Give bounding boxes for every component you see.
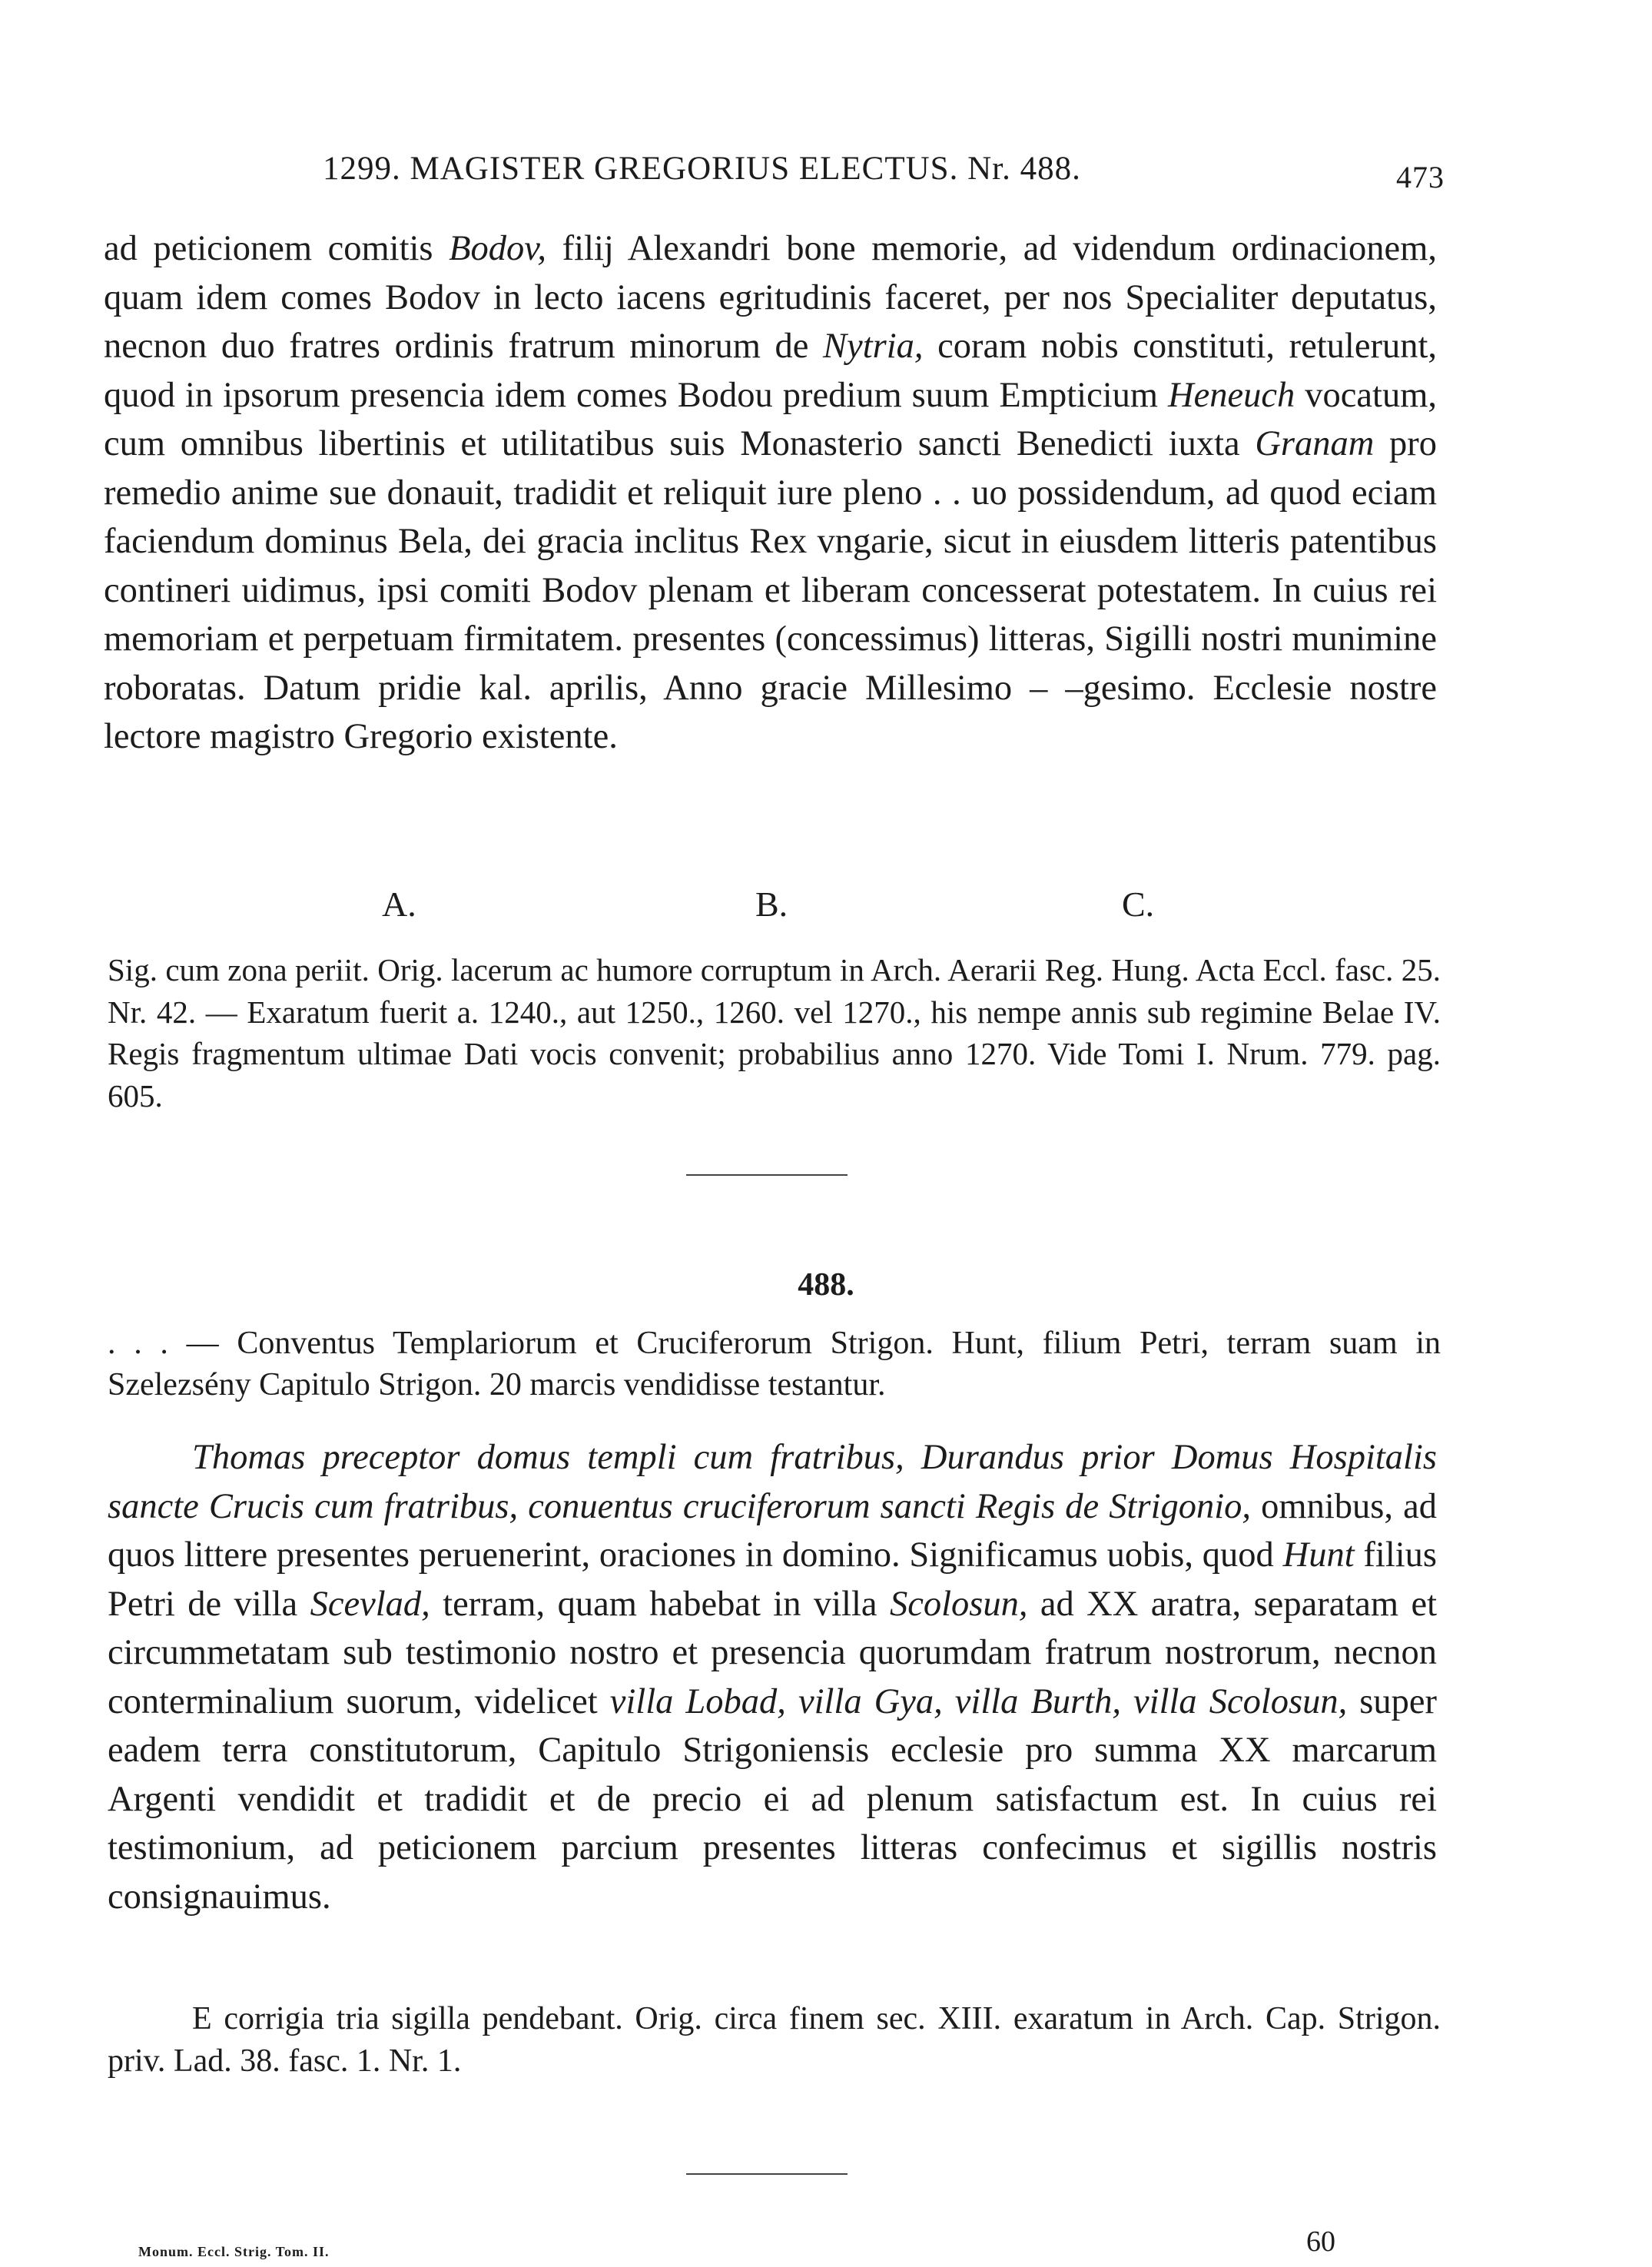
section-divider — [686, 1174, 848, 1176]
italic-names: Thomas preceptor domus templi cum fratribus, Durandus prior Domus Hospitalis sancte Crucis cum fratribus, conuentus cruciferorum sancti Regis de Strigonio, — [108, 1438, 1437, 1526]
text-run: pro remedio anime sue donauit, tradidit et reliquit iure pleno . . uo possidendum, ad quod eciam faciendum dominus Bela, dei gracia inclitus Rex vngarie, sicut in eiusdem litteris patentibus contineri uidimus, ipsi comiti Bodov plenam et liberam concesserat potestatem. In cuius rei memoriam et perpetuam firmitatem. presentes (concessimus) litteras, Sigilli nostri munimine roboratas. Datum pridie kal. aprilis, Anno gracie Millesimo – –gesimo. Ecclesie nostre lectore magistro Gregorio existente. — [104, 424, 1437, 756]
italic-name: Bodov, — [449, 229, 547, 268]
italic-name: Nytria, — [823, 327, 924, 366]
italic-name: Scolosun, — [889, 1584, 1028, 1624]
text-run: super eadem terra constitutorum, Capitulo Strigoniensis ecclesie pro summa XX marcarum Argenti vendidit et tradidit et de precio ei ad plenum satisfactum est. In cuius rei testimonium, ad peticionem parcium presentes litteras confecimus et sigillis nostris consignauimus. — [108, 1681, 1437, 1917]
text-run: vocatum, cum omnibus libertinis et utilitatibus suis Monasterio sancti Benedicti iuxta — [104, 375, 1437, 463]
document-summary: . . . — Conventus Templariorum et Cruciferorum Strigon. Hunt, filium Petri, terram suam in Szelezsény Capitulo Strigon. 20 marcis vendidisse testantur. — [108, 1326, 1441, 1402]
running-title: 1299. MAGISTER GREGORIUS ELECTUS. Nr. 488. — [323, 151, 1081, 187]
chirograph-c: C. — [1122, 885, 1155, 924]
document-487-text — [104, 224, 1437, 762]
sheet-signature: Monum. Eccl. Strig. Tom. II. — [138, 2244, 330, 2259]
editorial-note-488: E corrigia tria sigilla pendebant. Orig. circa finem sec. XIII. exaratum in Arch. Cap. Strigon. priv. Lad. 38. fasc. 1. Nr. 1. — [108, 2001, 1441, 2079]
chirograph-b: B. — [755, 885, 788, 924]
text-run: coram nobis constituti, retulerunt, quod in ipsorum presencia idem comes Bodou predium suum Empticium — [104, 327, 1437, 415]
text-run: filius Petri de villa — [108, 1535, 1438, 1624]
chirograph-a: A. — [382, 885, 416, 924]
italic-name: Heneuch — [1168, 375, 1295, 415]
editorial-note-487: Sig. cum zona periit. Orig. lacerum ac humore corruptum in Arch. Aerarii Reg. Hung. Acta Eccl. fasc. 25. Nr. 42. — Exaratum fuerit a. 1240., aut 1250., 1260. vel 1270., his nempe annis sub regimine Belae IV. Regis fragmentum ultimae Dati vocis convenit; probabilius anno 1270. Vide Tomi I. Nrum. 779. pag. 605. — [108, 952, 1441, 1114]
italic-name: Scevlad, — [310, 1584, 430, 1624]
document-488-text — [108, 1433, 1437, 1921]
text-run: filij Alexandri bone memorie, ad videndum ordinacionem, quam idem comes Bodov in lecto iacens egritudinis faceret, per nos Specialiter deputatus, necnon duo fratres ordinis fratrum minorum de — [104, 229, 1437, 366]
text-run: terram, quam habebat in villa — [430, 1584, 890, 1624]
document-number: 488. — [798, 1267, 854, 1303]
section-divider — [686, 2173, 848, 2175]
sheet-number: 60 — [1306, 2226, 1335, 2258]
page-number: 473 — [1396, 160, 1445, 194]
italic-name: Hunt — [1282, 1535, 1355, 1575]
italic-name: Granam — [1255, 424, 1375, 463]
text-run: ad XX aratra, separatam et circummetatam sub testimonio nostro et presencia quorumdam fratrum nostrorum, necnon conterminalium suorum, videlicet — [108, 1584, 1438, 1721]
italic-names: villa Lobad, villa Gya, villa Burth, villa Scolosun, — [609, 1681, 1348, 1721]
text-run: ad peticionem comitis — [104, 229, 449, 268]
text-run: omnibus, ad quos littere presentes peruenerint, oraciones in domino. Significamus uobis, quod — [108, 1486, 1438, 1575]
